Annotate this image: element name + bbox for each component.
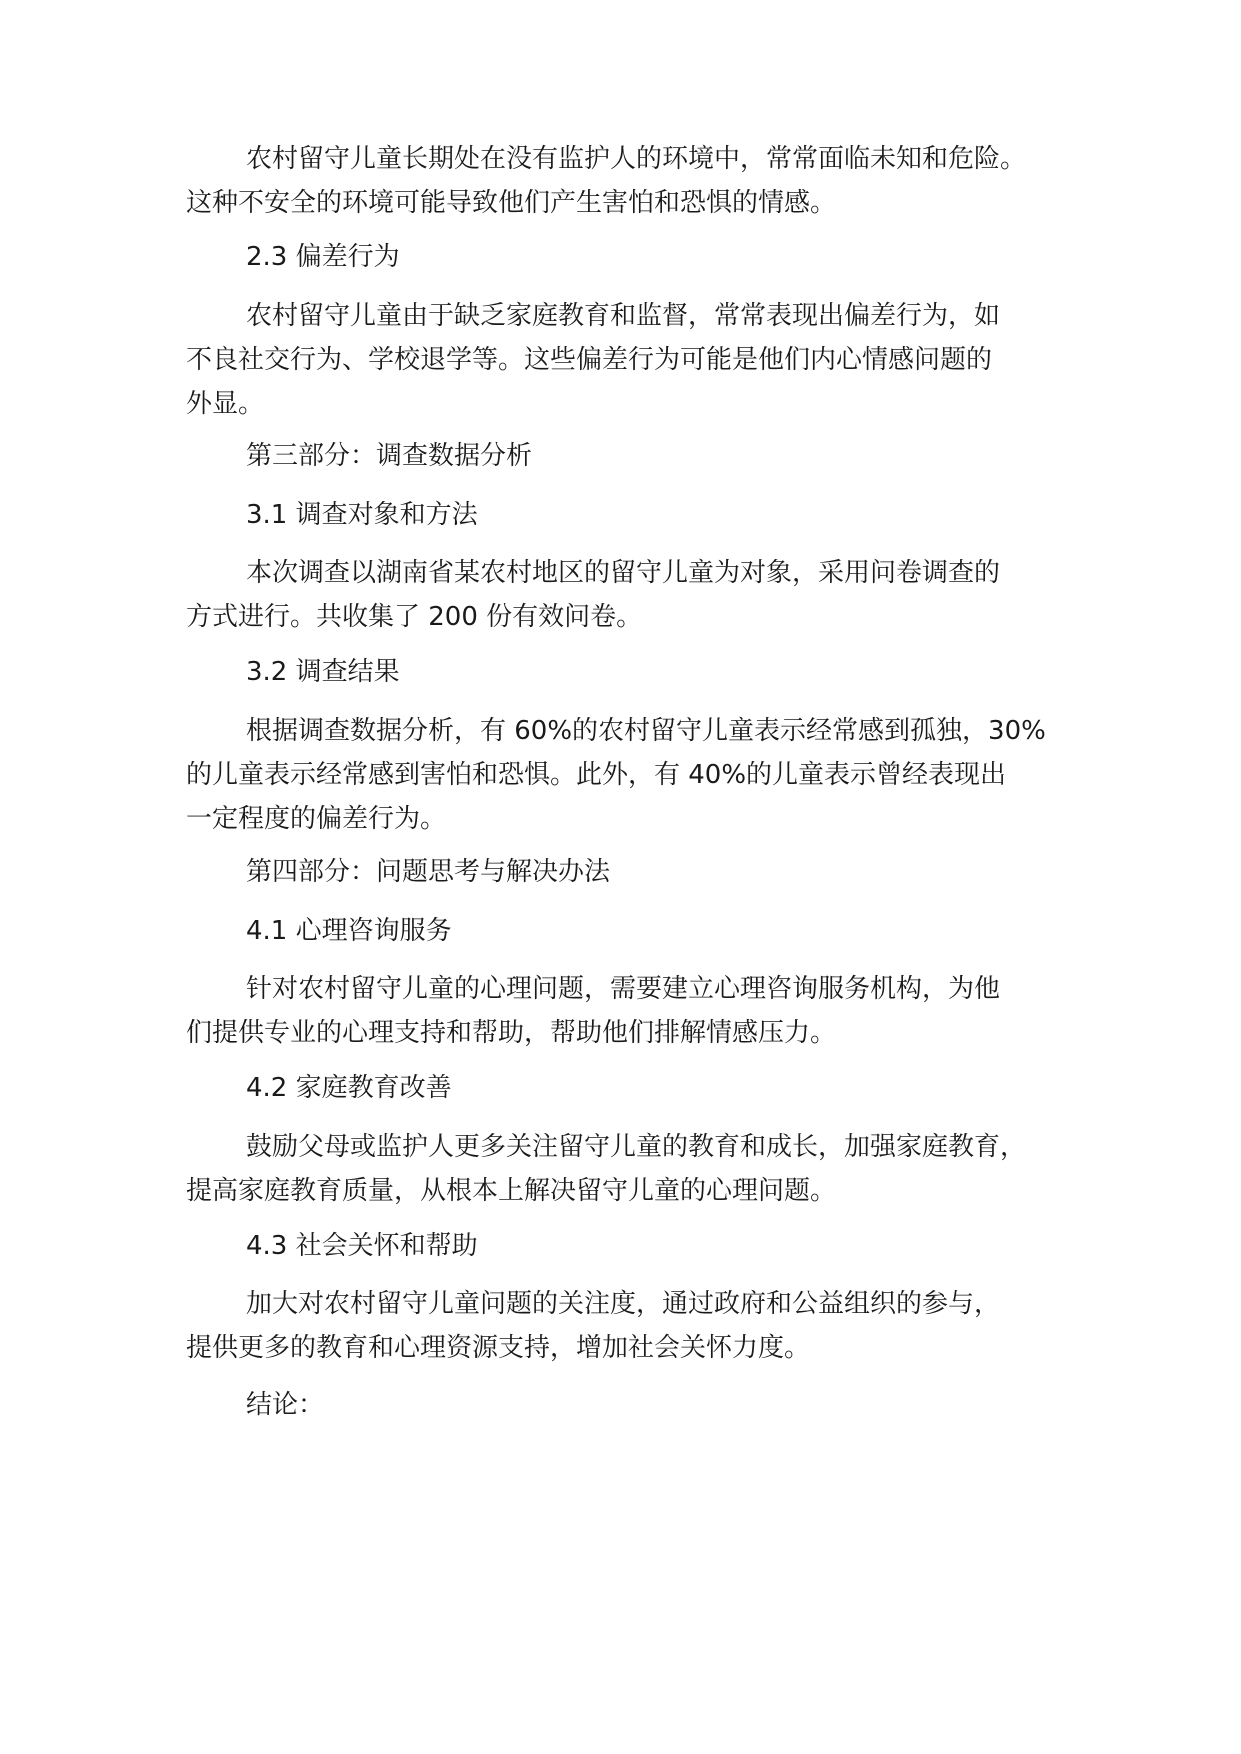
heading-part-four [186, 850, 1086, 894]
heading-4-3 [186, 1224, 1086, 1268]
text-line: 外显。 [186, 389, 265, 419]
section-heading: 3.2 调查结果 [246, 657, 400, 687]
text-line: 一定程度的偏差行为。 [186, 804, 447, 834]
paragraph-deviant-behavior [186, 294, 1086, 426]
section-heading: 4.1 心理咨询服务 [246, 916, 452, 946]
text-line: 加大对农村留守儿童问题的关注度，通过政府和公益组织的参与， [246, 1289, 1001, 1319]
heading-conclusion [186, 1383, 1086, 1427]
text-line: 不良社交行为、学校退学等。这些偏差行为可能是他们内心情感问题的 [186, 345, 993, 375]
section-heading: 3.1 调查对象和方法 [246, 500, 478, 530]
section-heading: 4.2 家庭教育改善 [246, 1073, 452, 1103]
text-line: 提供更多的教育和心理资源支持，增加社会关怀力度。 [186, 1333, 811, 1363]
text-line: 农村留守儿童长期处在没有监护人的环境中，常常面临未知和危险。 [246, 144, 1027, 174]
text-line: 方式进行。共收集了 200 份有效问卷。 [186, 602, 643, 632]
paragraph-survey-method [186, 551, 1086, 639]
text-line: 农村留守儿童由于缺乏家庭教育和监督，常常表现出偏差行为，如 [246, 301, 1001, 331]
text-line: 的儿童表示经常感到害怕和恐惧。此外，有 40%的儿童表示曾经表现出 [186, 760, 1007, 790]
text-line: 鼓励父母或监护人更多关注留守儿童的教育和成长，加强家庭教育， [246, 1132, 1027, 1162]
paragraph-fear-environment [186, 137, 1086, 225]
text-line: 本次调查以湖南省某农村地区的留守儿童为对象，采用问卷调查的 [246, 558, 1001, 588]
text-line: 根据调查数据分析，有 60%的农村留守儿童表示经常感到孤独，30% [246, 716, 1046, 746]
part-heading: 结论： [246, 1390, 325, 1420]
part-heading: 第四部分：问题思考与解决办法 [246, 857, 611, 887]
heading-4-1 [186, 909, 1086, 953]
paragraph-family-education [186, 1125, 1086, 1213]
paragraph-social-care [186, 1282, 1086, 1370]
heading-3-2 [186, 650, 1086, 694]
paragraph-survey-results [186, 709, 1086, 841]
text-line: 们提供专业的心理支持和帮助，帮助他们排解情感压力。 [186, 1018, 837, 1048]
heading-3-1 [186, 493, 1086, 537]
text-line: 这种不安全的环境可能导致他们产生害怕和恐惧的情感。 [186, 188, 837, 218]
text-line: 提高家庭教育质量，从根本上解决留守儿童的心理问题。 [186, 1176, 837, 1206]
paragraph-counseling [186, 967, 1086, 1055]
heading-4-2 [186, 1066, 1086, 1110]
part-heading: 第三部分：调查数据分析 [246, 441, 533, 471]
section-heading: 4.3 社会关怀和帮助 [246, 1231, 478, 1261]
section-heading: 2.3 偏差行为 [246, 242, 400, 272]
text-line: 针对农村留守儿童的心理问题，需要建立心理咨询服务机构，为他 [246, 974, 1001, 1004]
heading-2-3 [186, 235, 1086, 279]
heading-part-three [186, 434, 1086, 478]
